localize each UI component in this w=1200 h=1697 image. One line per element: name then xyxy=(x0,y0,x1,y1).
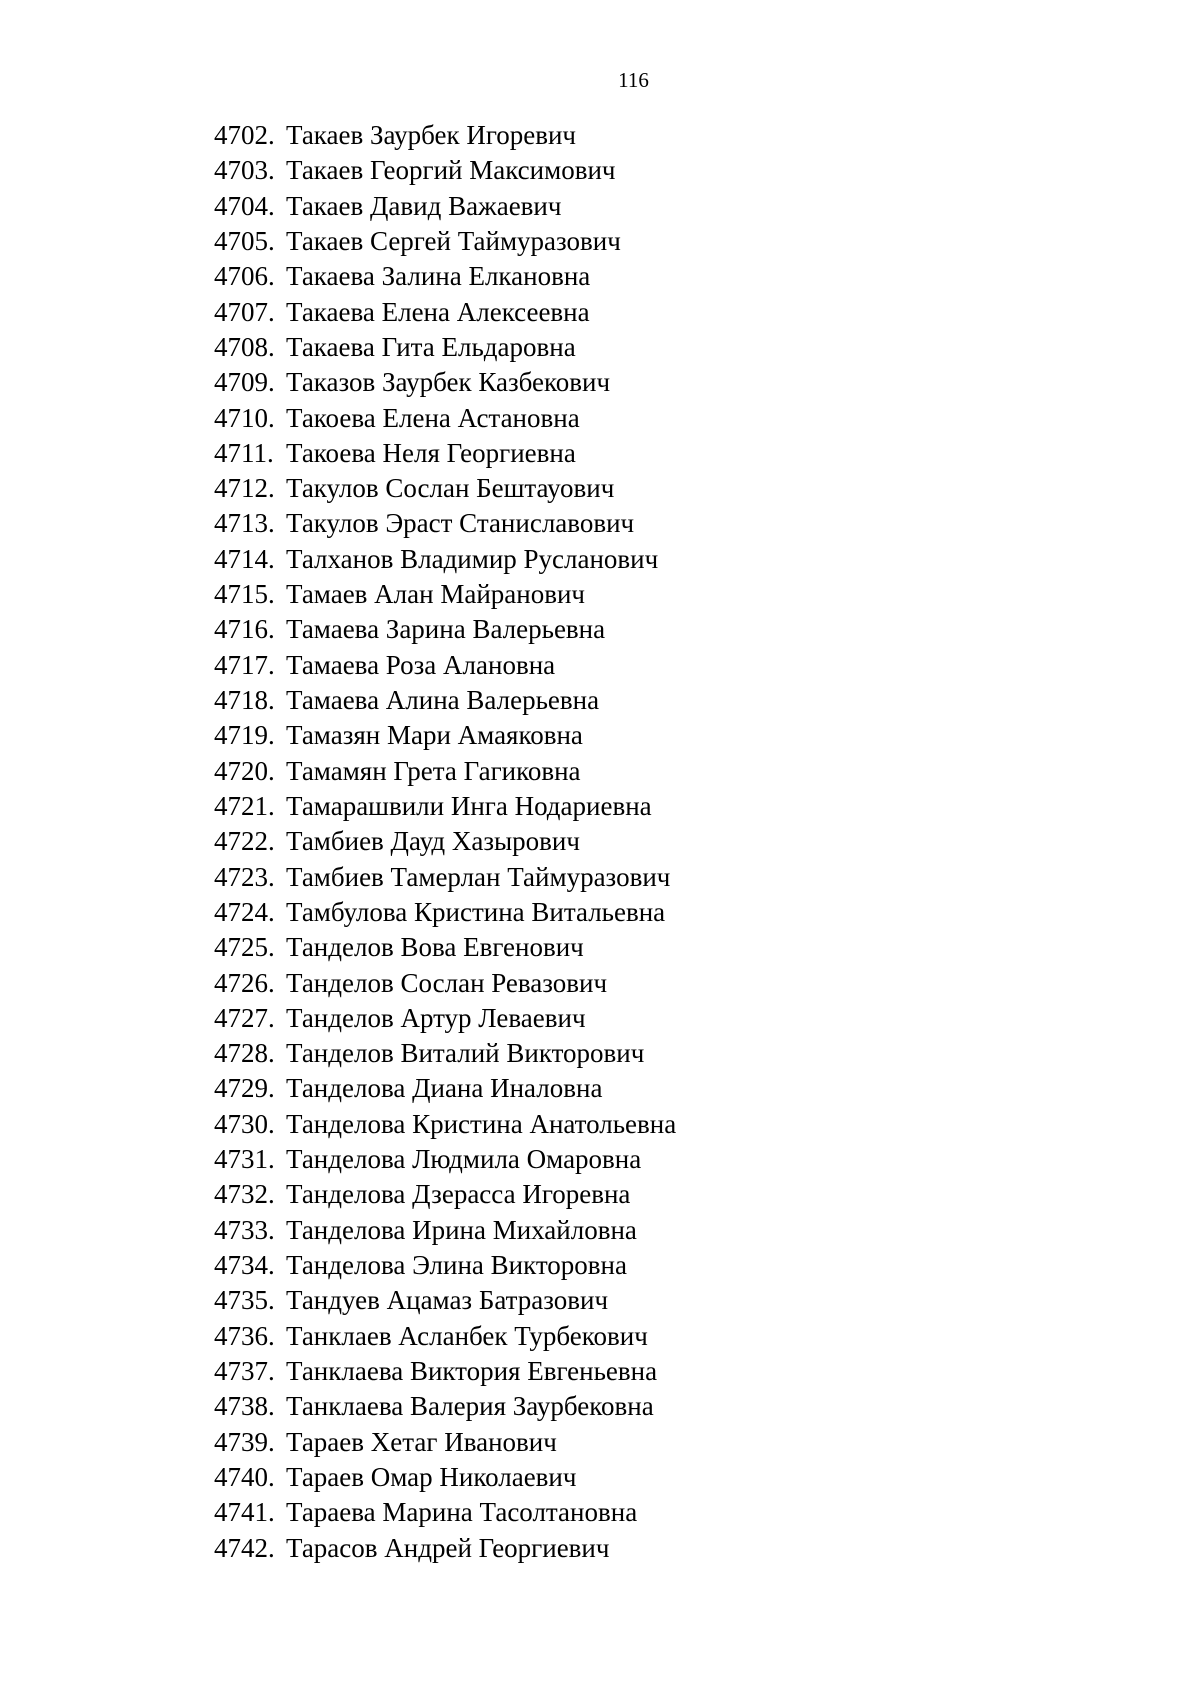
item-name: Такаева Елена Алексеевна xyxy=(286,296,590,327)
list-item xyxy=(214,259,676,294)
list-item xyxy=(214,1354,676,1389)
list-item xyxy=(214,365,676,400)
item-name: Тараева Марина Тасолтановна xyxy=(286,1497,638,1528)
item-number: 4711. xyxy=(214,437,274,468)
list-item xyxy=(214,542,676,577)
item-number: 4721. xyxy=(214,790,275,821)
item-number: 4729. xyxy=(214,1073,275,1104)
list-item xyxy=(214,1142,676,1177)
item-name: Тамазян Мари Амаяковна xyxy=(286,720,583,751)
list-item xyxy=(214,330,676,365)
item-number: 4702. xyxy=(214,120,275,150)
list-item xyxy=(214,1460,676,1495)
item-name: Танклаева Валерия Заурбековна xyxy=(286,1391,654,1422)
item-name: Танделова Диана Иналовна xyxy=(286,1073,603,1104)
item-name: Такаев Давид Важаевич xyxy=(286,190,562,221)
list-item xyxy=(214,436,676,471)
list-item xyxy=(214,1071,676,1106)
list-item xyxy=(214,1036,676,1071)
item-number: 4724. xyxy=(214,896,275,927)
item-number: 4736. xyxy=(214,1320,275,1351)
item-number: 4717. xyxy=(214,649,275,680)
item-name: Такоева Елена Астановна xyxy=(286,402,580,433)
item-number: 4716. xyxy=(214,614,275,645)
item-name: Танделова Людмила Омаровна xyxy=(286,1144,642,1175)
item-name: Тамаева Зарина Валерьевна xyxy=(286,614,606,645)
item-number: 4708. xyxy=(214,331,275,362)
item-number: 4704. xyxy=(214,190,275,221)
item-number: 4731. xyxy=(214,1144,275,1175)
item-name: Тамаева Роза Алановна xyxy=(286,649,556,680)
item-name: Тамаева Алина Валерьевна xyxy=(286,685,600,715)
list-item xyxy=(214,718,676,753)
list-item xyxy=(214,648,676,683)
list-item xyxy=(214,153,676,188)
item-name: Танделова Ирина Михайловна xyxy=(286,1214,637,1245)
item-name: Такаева Залина Елкановна xyxy=(286,261,591,292)
item-name: Такаев Сергей Таймуразович xyxy=(286,225,621,256)
item-name: Тамамян Грета Гагиковна xyxy=(286,755,581,786)
item-number: 4706. xyxy=(214,261,275,292)
item-number: 4707. xyxy=(214,296,275,327)
item-name: Танделов Сослан Ревазович xyxy=(286,967,608,998)
item-number: 4714. xyxy=(214,543,275,574)
item-number: 4733. xyxy=(214,1214,275,1245)
list-item xyxy=(214,1425,676,1460)
item-number: 4726. xyxy=(214,967,275,998)
list-item xyxy=(214,1319,676,1354)
list-item xyxy=(214,754,676,789)
list-item xyxy=(214,683,676,718)
list-item xyxy=(214,1177,676,1212)
name-list xyxy=(214,118,676,1566)
item-name: Танделов Виталий Викторович xyxy=(286,1038,645,1069)
item-name: Тарасов Андрей Георгиевич xyxy=(286,1532,610,1563)
list-item xyxy=(214,401,676,436)
item-name: Тамбулова Кристина Витальевна xyxy=(286,896,666,927)
item-name: Таказов Заурбек Казбекович xyxy=(286,367,611,398)
item-name: Тамаев Алан Майранович xyxy=(286,579,585,610)
page-number: 116 xyxy=(618,68,649,92)
list-item xyxy=(214,930,676,965)
item-name: Танделова Дзерасса Игоревна xyxy=(286,1179,631,1210)
list-item xyxy=(214,824,676,859)
item-number: 4712. xyxy=(214,473,275,504)
item-name: Талханов Владимир Русланович xyxy=(286,543,659,574)
item-name: Танделов Артур Леваевич xyxy=(286,1002,586,1033)
item-name: Тандуев Ацамаз Батразович xyxy=(286,1285,609,1316)
list-item xyxy=(214,789,676,824)
list-item xyxy=(214,1531,676,1566)
item-name: Танделов Вова Евгенович xyxy=(286,932,584,963)
item-number: 4715. xyxy=(214,579,275,610)
list-item xyxy=(214,1248,676,1283)
item-name: Танделова Элина Викторовна xyxy=(286,1250,627,1280)
item-number: 4734. xyxy=(214,1250,275,1280)
item-name: Такаев Заурбек Игоревич xyxy=(286,120,577,150)
item-number: 4725. xyxy=(214,932,275,963)
item-name: Такаева Гита Ельдаровна xyxy=(286,331,576,362)
item-number: 4741. xyxy=(214,1497,275,1528)
item-number: 4739. xyxy=(214,1426,275,1457)
list-item xyxy=(214,506,676,541)
item-number: 4720. xyxy=(214,755,275,786)
item-name: Тараев Омар Николаевич xyxy=(286,1461,577,1492)
item-number: 4722. xyxy=(214,826,275,857)
list-item xyxy=(214,966,676,1001)
item-number: 4727. xyxy=(214,1002,275,1033)
list-item xyxy=(214,189,676,224)
list-item xyxy=(214,612,676,647)
item-number: 4718. xyxy=(214,685,275,715)
list-item xyxy=(214,577,676,612)
item-number: 4710. xyxy=(214,402,275,433)
list-item xyxy=(214,895,676,930)
list-item xyxy=(214,118,676,153)
item-name: Такулов Эраст Станиславович xyxy=(286,508,635,539)
list-item xyxy=(214,1389,676,1424)
item-number: 4723. xyxy=(214,861,275,892)
item-number: 4740. xyxy=(214,1461,275,1492)
item-name: Такоева Неля Георгиевна xyxy=(286,437,576,468)
item-number: 4713. xyxy=(214,508,275,539)
item-number: 4737. xyxy=(214,1355,275,1386)
item-number: 4732. xyxy=(214,1179,275,1210)
item-name: Такулов Сослан Бештауович xyxy=(286,473,615,504)
item-number: 4738. xyxy=(214,1391,275,1422)
list-item xyxy=(214,1283,676,1318)
item-number: 4709. xyxy=(214,367,275,398)
item-number: 4728. xyxy=(214,1038,275,1069)
list-item xyxy=(214,860,676,895)
item-name: Тамбиев Дауд Хазырович xyxy=(286,826,580,857)
list-item xyxy=(214,1001,676,1036)
list-item xyxy=(214,471,676,506)
item-name: Танклаев Асланбек Турбекович xyxy=(286,1320,648,1351)
item-name: Тамарашвили Инга Нодариевна xyxy=(286,790,652,821)
item-name: Танделова Кристина Анатольевна xyxy=(286,1108,677,1139)
list-item xyxy=(214,1495,676,1530)
list-item xyxy=(214,1213,676,1248)
list-item xyxy=(214,1107,676,1142)
item-name: Тараев Хетаг Иванович xyxy=(286,1426,557,1457)
list-item xyxy=(214,295,676,330)
item-name: Танклаева Виктория Евгеньевна xyxy=(286,1355,658,1386)
item-name: Такаев Георгий Максимович xyxy=(286,155,616,186)
item-number: 4735. xyxy=(214,1285,275,1316)
item-number: 4742. xyxy=(214,1532,275,1563)
item-name: Тамбиев Тамерлан Таймуразович xyxy=(286,861,671,892)
item-number: 4703. xyxy=(214,155,275,186)
item-number: 4719. xyxy=(214,720,275,751)
item-number: 4730. xyxy=(214,1108,275,1139)
list-item xyxy=(214,224,676,259)
item-number: 4705. xyxy=(214,225,275,256)
